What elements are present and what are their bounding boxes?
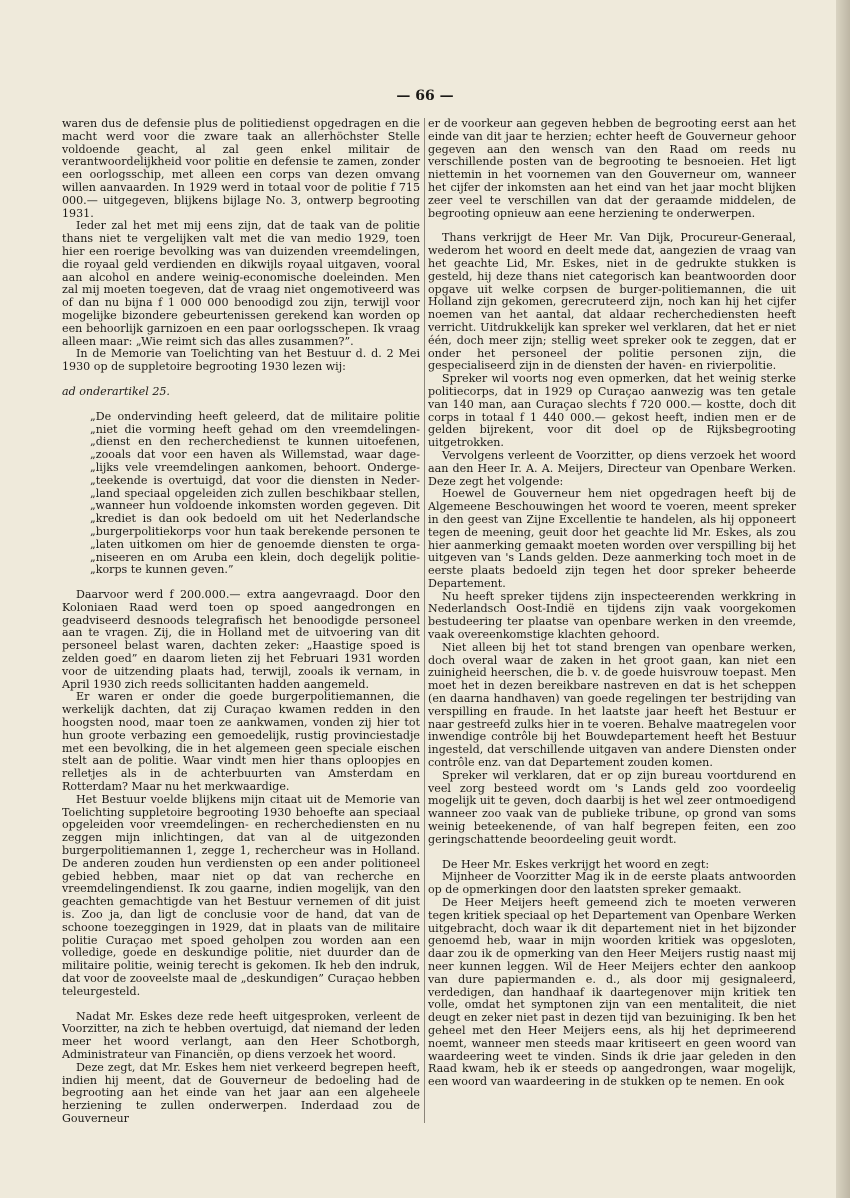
paragraph: Thans verkrijgt de Heer Mr. Van Dijk, Procureur-Generaal, wederom het woord en deelt mede dat, aangezien de vraag van het geachte Lid, Mr. Eskes, niet in de gedrukte stukken is gesteld, hij deze thans niet categorisch kan beantwoorden door opgave uit welke corpsen de burger-politiemannen, die uit Holland zijn gekomen, gerecruteerd zijn, noch kan hij het cijfer noemen van het aantal, dat aldaar recherchediensten heeft verricht. Uitdrukkelijk kan spreker wel verklaren, dat het er niet één, doch meer zijn; stellig weet spreker ook te zeggen, dat er onder het personeel der politie personen zijn, die gespecialiseerd zijn in de diensten der haven- en rivierpolitie. bbox=[428, 231, 796, 373]
paragraph: In de Memorie van Toelichting van het Bestuur d. d. 2 Mei 1930 op de suppletoire begrooting 1930 lezen wij: bbox=[62, 347, 420, 374]
paragraph: Spreker wil voorts nog even opmerken, dat het weinig sterke politiecorps, dat in 1929 op Curaçao aanwezig was ten getale van 140 man, aan Curaçao slechts f 720 000.— kostte, doch dit corps in totaal f 1 440 000.— gekost heeft, indien men er de gelden bijrekent, voor dit doel op de Rijksbegrooting uitgetrokken. bbox=[428, 372, 796, 450]
paragraph: Nadat Mr. Eskes deze rede heeft uitgesproken, verleent de Voorzitter, na zich te hebben overtuigd, dat niemand der leden meer het woord verlangt, aan den Heer Schotborgh, Administrateur van Financiën, op diens verzoek het woord. bbox=[62, 1009, 420, 1061]
paragraph: Mijnheer de Voorzitter Mag ik in de eerste plaats antwoorden op de opmerkingen door den laatsten spreker gemaakt. bbox=[428, 870, 796, 897]
paragraph: Deze zegt, dat Mr. Eskes hem niet verkeerd begrepen heeft, indien hij meent, dat de Gouverneur de bedoeling had de begrooting aan het einde van het jaar aan een algeheele herziening te zullen onderwerpen. Inderdaad zou de Gouverneur bbox=[62, 1060, 420, 1125]
paragraph: Nu heeft spreker tijdens zijn inspecteerenden werkkring in Nederlandsch Oost-Indië en tijdens zijn vaak voorgekomen bestudeering ter plaatse van openbare werken in den vreemde, vaak overeenkomstige klachten gehoord. bbox=[428, 589, 796, 642]
paragraph: Er waren er onder die goede burgerpolitiemannen, die werkelijk dachten, dat zij Curaçao kwamen redden in den hoogsten nood, maar toen ze aankwamen, vonden zij hier tot hun groote verbazing een gemoedelijk, rustig provinciestadje met een bevolking, die in het algemeen geen speciale eischen stelt aan de politie. Waar vindt men hier thans oploopjes en relletjes als in de achterbuurten van Amsterdam en Rotterdam? Maar nu het merkwaardige. bbox=[62, 690, 420, 794]
article-label: ad onderartikel 25. bbox=[62, 384, 170, 398]
paragraph: Hoewel de Gouverneur hem niet opgedragen heeft bij de Algemeene Beschouwingen het woord te voeren, meent spreker in den geest van Zijne Excellentie te handelen, als hij opponeert tegen de meening, geuit door het geachte lid Mr. Eskes, als zou hier aanmerking gemaakt moeten worden over verspilling bij het uitgeven van 's Lands gelden. Deze aanmerking toch moet in de eerste plaats bedoeld zijn tegen het door spreker beheerde Departement. bbox=[428, 487, 796, 590]
paragraph: Daarvoor werd f 200.000.— extra aangevraagd. Door den Koloniaen Raad werd toen op spoed aangedrongen en geadviseerd desnoods telegrafisch het benoodigde personeel aan te vragen. Zij, die in Holland met de uitvoering van dit personeel belast waren, dachten zeker: „Haastige spoed is zelden goed” en daarom lieten zij het Februari 1931 worden voor de uitzending plaats had, terwijl, zooals ik vernam, in April 1930 zich reeds sollicitanten hadden aangemeld. bbox=[62, 588, 420, 691]
right-column bbox=[428, 118, 796, 1089]
paragraph: De Heer Mr. Eskes verkrijgt het woord en zegt: bbox=[442, 857, 710, 871]
paragraph: Ieder zal het met mij eens zijn, dat de taak van de politie thans niet te vergelijken valt met die van medio 1929, toen hier een roerige bevolking was van duizenden vreemdelingen, die royaal geld verdienden en dikwijls royaal uitgaven, vooral aan alcohol en andere weinig-economische doeleinden. Men zal mij moeten toegeven, dat de vraag niet ongemotiveerd was of dan nu bijna f 1 000 000 benoodigd zou zijn, terwijl voor mogelijke bizondere gebeurtenissen gerekend kan worden op een behoorlijk garnizoen en een paar oorlogsschepen. Ik vraag alleen maar: „Wie reimt sich das alles zusammen?”. bbox=[62, 219, 420, 348]
paragraph: De Heer Meijers heeft gemeend zich te moeten verweren tegen kritiek speciaal op het Departement van Openbare Werken uitgebracht, doch waar ik dit departement niet in het bijzonder genoemd heb, waar in mijn woorden kritiek was opgesloten, daar zou ik de opmerking van den Heer Meijers rustig naast mij neer kunnen leggen. Wil de Heer Meijers echter den aankoop van dure papiermanden e. d., als door mij gesignaleerd, verdedigen, dan handhaaf ik daartegenover mijn kritiek ten volle, omdat het symptonen zijn van een mentaliteit, die niet deugt en zeker niet past in dezen tijd van bezuiniging. Ik ben het geheel met den Heer Meijers eens, als hij het deprimeerend noemt, wanneer men steeds maar kritiseert en geen woord van waardeering weet te vinden. Sinds ik drie jaar geleden in den Raad kwam, heb ik er steeds op aangedrongen, waar mogelijk, een woord van waardeering in de stukken op te nemen. En ook bbox=[428, 896, 796, 1089]
left-column bbox=[62, 118, 420, 1126]
paragraph: Spreker wil verklaren, dat er op zijn bureau voortdurend en veel zorg besteed wordt om 's Lands geld zoo voordeelig mogelijk uit te geven, doch daarbij is het wel zeer ontmoedigend wanneer zoo vaak van de publieke tribune, op grond van soms weinig beteekenende, of van half begrepen feiten, een zoo geringschattende beoordeeling geuit wordt. bbox=[428, 768, 796, 846]
block-quote: „De ondervinding heeft geleerd, dat de militaire politie „niet die vorming heeft gehad om den vreemdelingen- „dienst en den recherchedienst te kunnen uitoefenen, „zooals dat voor een haven als Willemstad, waar dage- „lijks vele vreemdelingen aankomen, behoort. Onderge- „teekende is overtuigd, dat voor die diensten in Neder- „land speciaal opgeleiden zich zullen beschikbaar stellen, „wanneer hun voldoende inkomsten worden gegeven. Dit „krediet is dan ook bedoeld om uit het Nederlandsche „burgerpolitiekorps voor hun taak berekende personen te „laten uitkomen om hier de genoemde diensten te orga- „niseeren en om Aruba een klein, doch degelijk politie- „korps te kunnen geven.” bbox=[90, 409, 420, 577]
paragraph: Niet alleen bij het tot stand brengen van openbare werken, doch overal waar de zaken in het groot gaan, kan niet een zuinigheid heerschen, die b. v. de goede huisvrouw toepast. Men moet het in dezen bereikbare nastreven en dat is het scheppen (en daarna handhaven) van goede regelingen ter bestrijding van verspilling en fraude. In het laatste jaar heeft het Bestuur er naar gestreefd zulks hier in te voeren. Behalve maatregelen voor inwendige contrôle bij het Bouwdepartement heeft het Bestuur ingesteld, dat verschillende uitgaven van andere Diensten onder contrôle enz. van dat Departement zouden komen. bbox=[428, 640, 796, 770]
paragraph: er de voorkeur aan gegeven hebben de begrooting eerst aan het einde van dit jaar te herzien; echter heeft de Gouverneur gehoor gegeven aan den wensch van den Raad om reeds nu verschillende posten van de begrooting te besnoeien. Het ligt niettemin in het voornemen van den Gouverneur om, wanneer het cijfer der inkomsten aan het eind van het jaar mocht blijken zeer veel te verschillen van dat der geraamde middelen, de begrooting opnieuw aan eene herziening te onderwerpen. bbox=[428, 117, 796, 220]
paragraph: waren dus de defensie plus de politiedienst opgedragen en die macht werd voor die zware taak an allerhöchster Stelle voldoende geacht, al zal geen enkel militair de verantwoordelijkheid voor politie en defensie te zamen, zonder een oorlogsschip, met alleen een corps van dezen omvang willen aanvaarden. In 1929 werd in totaal voor de politie f 715 000.— uitgegeven, blijkens bijlage No. 3, ontwerp begrooting 1931. bbox=[62, 117, 420, 220]
column-divider bbox=[424, 118, 425, 1123]
page-edge bbox=[836, 0, 850, 1198]
paragraph: Vervolgens verleent de Voorzitter, op diens verzoek het woord aan den Heer Ir. A. A. Meijers, Directeur van Openbare Werken. Deze zegt het volgende: bbox=[428, 448, 796, 488]
paragraph: Het Bestuur voelde blijkens mijn citaat uit de Memorie van Toelichting suppletoire begrooting 1930 behoefte aan speciaal opgeleiden voor vreemdelingen- en recherchediensten en nu zeggen mijn inlichtingen, dat van al de uitgezonden burgerpolitiemannen 1, zegge 1, rechercheur was in Holland. De anderen zouden hun verdiensten op een ander politioneel gebied hebben, maar niet op dat van recherche en vreemdelingendienst. Ik zou gaarne, indien mogelijk, van den geachten gemachtigde van het Bestuur vernemen of dit juist is. Zoo ja, dan ligt de conclusie voor de hand, dat van de schoone toezeggingen in 1929, dat in plaats van de militaire politie Curaçao met spoed geholpen zou worden aan een volledige, goede en deskundige politie, niet duurder dan de militaire politie, weinig terecht is gekomen. Ik heb den indruk, dat voor de zooveelste maal de „deskundigen” Curaçao hebben teleurgesteld. bbox=[62, 792, 420, 998]
page-number: — 66 — bbox=[396, 88, 454, 104]
